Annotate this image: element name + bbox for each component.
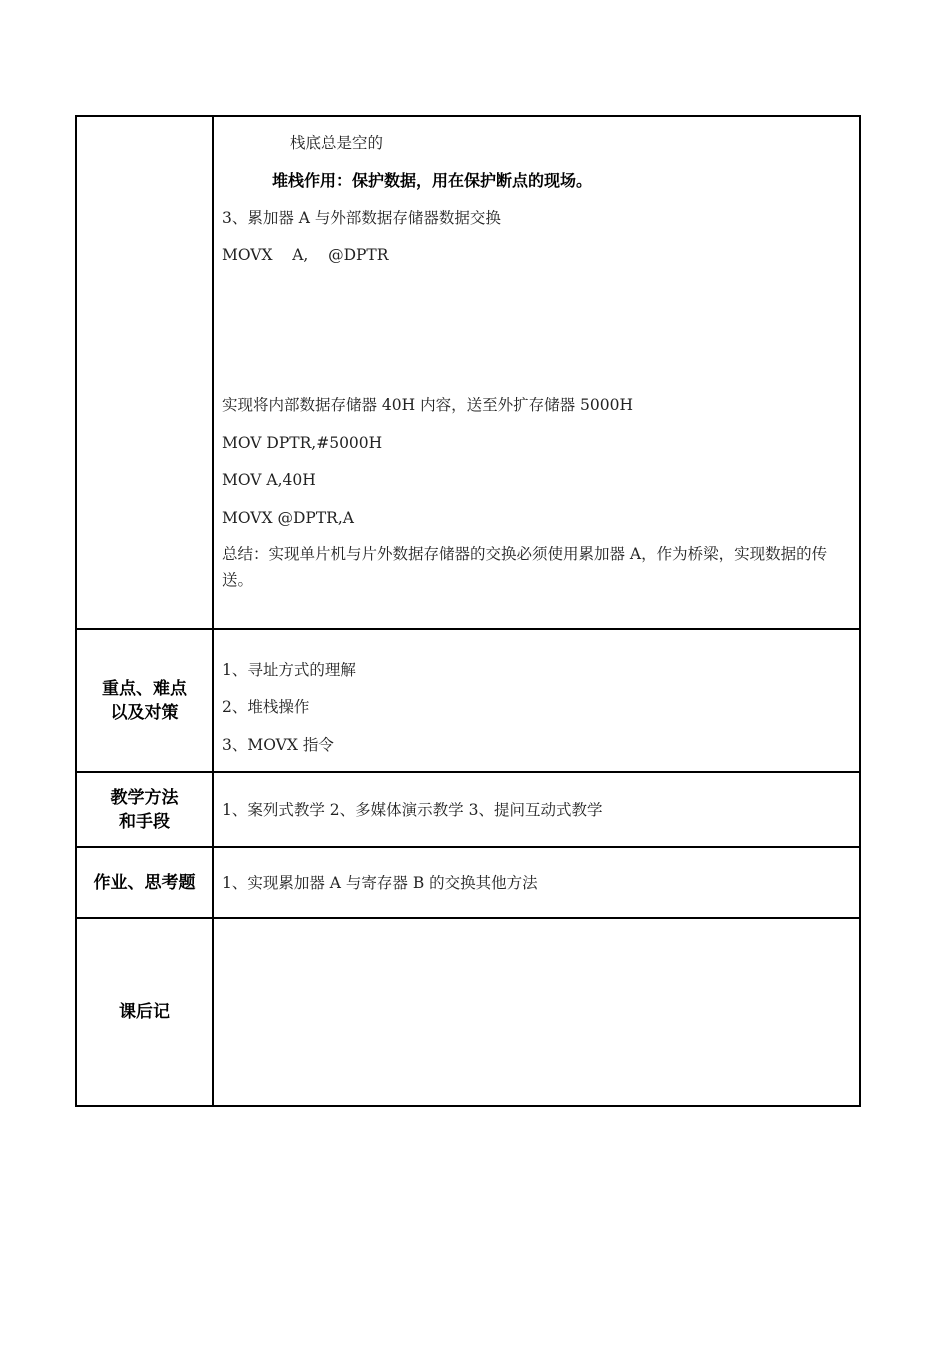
methods-text: 1、案列式教学 2、多媒体演示教学 3、提问互动式教学	[222, 800, 603, 819]
key-point-item: 1、寻址方式的理解	[222, 661, 356, 679]
summary-paragraph: 总结：实现单片机与片外数据存储器的交换必须使用累加器 A，作为桥梁，实现数据的传送。	[222, 545, 828, 589]
methods-body	[213, 772, 860, 847]
stack-bottom-line: 栈底总是空的	[290, 134, 384, 152]
key-point-item: 2、堆栈操作	[222, 698, 310, 716]
notes-row	[76, 918, 860, 1106]
key-points-body	[213, 629, 860, 772]
content-row-label	[76, 116, 213, 629]
key-points-label: 重点、难点 以及对策	[76, 629, 213, 772]
code-line-1: MOV DPTR,#5000H	[222, 434, 383, 452]
code-line-2: MOV A,40H	[222, 471, 316, 489]
homework-text: 1、实现累加器 A 与寄存器 B 的交换其他方法	[222, 873, 538, 892]
content-row	[76, 116, 860, 629]
example-description-line: 实现将内部数据存储器 40H 内容，送至外扩存储器 5000H	[222, 396, 633, 414]
notes-label: 课后记	[76, 918, 213, 1106]
homework-body	[213, 847, 860, 918]
key-points-row	[76, 629, 860, 772]
content-row-body	[213, 116, 860, 629]
methods-label: 教学方法 和手段	[76, 772, 213, 847]
code-line-3: MOVX @DPTR,A	[222, 509, 354, 527]
accumulator-exchange-heading: 3、累加器 A 与外部数据存储器数据交换	[222, 209, 501, 227]
lesson-plan-table	[75, 115, 861, 1107]
notes-body	[213, 918, 860, 1106]
homework-label: 作业、思考题	[76, 847, 213, 918]
stack-purpose-line: 堆栈作用：保护数据，用在保护断点的现场。	[272, 171, 593, 190]
movx-instruction-line: MOVX A, @DPTR	[222, 246, 389, 264]
key-point-item: 3、MOVX 指令	[222, 736, 334, 754]
homework-row	[76, 847, 860, 918]
methods-row	[76, 772, 860, 847]
